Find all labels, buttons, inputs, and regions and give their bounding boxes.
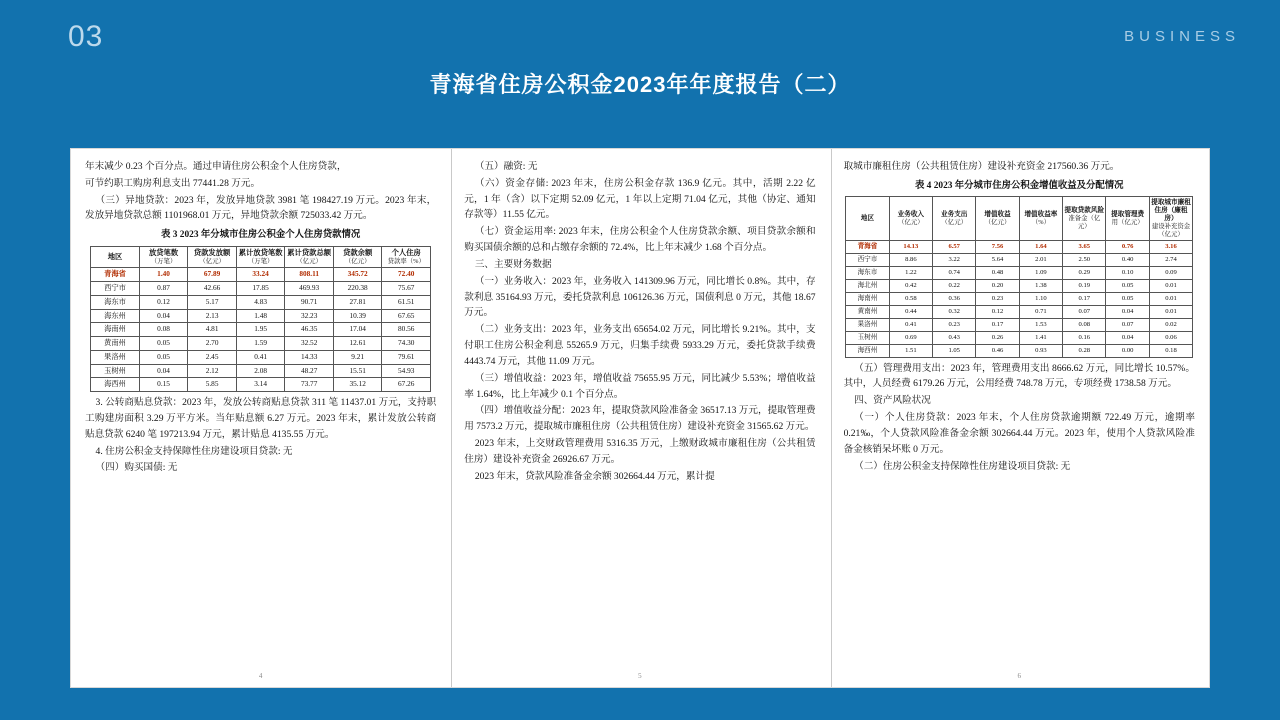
table-cell: 玉树州 xyxy=(91,364,140,378)
table-cell: 27.81 xyxy=(333,295,382,309)
paragraph: （四）增值收益分配：2023 年，提取贷款风险准备金 36517.13 万元，提取管理费用 7573.2 万元，提取城市廉租住房（公共租赁住房）建设补充资金 31565.62 万元。 xyxy=(464,405,816,433)
header-sub: （亿元） xyxy=(984,219,1011,226)
table-cell: 1.38 xyxy=(1019,280,1062,293)
table-cell: 9.21 xyxy=(333,350,382,364)
table-4-caption: 表 4 2023 年分城市住房公积金增值收益及分配情况 xyxy=(914,180,1124,191)
paragraph: （二）住房公积金支持保障性住房建设项目贷款: 无 xyxy=(854,460,1071,472)
paragraph: （二）业务支出：2023 年，业务支出 65654.02 万元，同比增长 9.21%。其中，支付职工住房公积金利息 55265.9 万元，归集手续费 5933.29 万元，委托贷款手续费 4443.74 万元，其他 11.09 万元。 xyxy=(464,324,816,367)
table-cell: 14.33 xyxy=(285,350,334,364)
table-row xyxy=(846,267,1193,280)
table-cell: 海南州 xyxy=(91,323,140,337)
table-cell: 17.85 xyxy=(236,282,285,296)
table-row xyxy=(91,309,431,323)
table-cell: 0.02 xyxy=(1149,318,1192,331)
paragraph: （六）资金存储: 2023 年末，住房公积金存款 136.9 亿元。其中，活期 2.22 亿元，1 年（含）以下定期 52.09 亿元，1 年以上定期 71.04 亿元，其他（协定、通知存款等）11.55 亿元。 xyxy=(464,177,816,221)
table-3-caption: 表 3 2023 年分城市住房公积金个人住房贷款情况 xyxy=(161,230,361,241)
table-cell: 54.93 xyxy=(382,364,431,378)
table-cell: 32.23 xyxy=(285,309,334,323)
table-cell: 0.12 xyxy=(976,305,1019,318)
table-row xyxy=(91,268,431,282)
table-cell: 0.08 xyxy=(1063,318,1106,331)
table-cell: 0.58 xyxy=(889,293,932,306)
table-cell: 0.05 xyxy=(1106,280,1149,293)
table-cell: 7.56 xyxy=(976,241,1019,254)
table-cell: 17.04 xyxy=(333,323,382,337)
table-header-cell xyxy=(188,246,237,267)
table-cell: 0.19 xyxy=(1063,280,1106,293)
header-main: 增值收益 xyxy=(984,211,1011,219)
document-page-label: 4 xyxy=(258,672,263,681)
table-cell: 0.04 xyxy=(139,309,188,323)
table-cell: 2.70 xyxy=(188,337,237,351)
table-cell: 5.64 xyxy=(976,254,1019,267)
header-sub: （亿元） xyxy=(199,257,225,265)
paragraph: （五）管理费用支出：2023 年，管理费用支出 8666.62 万元，同比增长 10.57%。其中，人员经费 6179.26 万元，公用经费 748.78 万元，专项经费 1738.58 万元。 xyxy=(843,362,1195,390)
table-row xyxy=(91,364,431,378)
table-cell: 0.06 xyxy=(1149,331,1192,344)
header-sub: 贷款率（%） xyxy=(387,257,425,265)
table-cell: 海南州 xyxy=(846,293,889,306)
slide-page-number: 03 xyxy=(68,20,104,53)
header-main: 地区 xyxy=(860,214,875,222)
table-row xyxy=(846,331,1193,344)
paragraph: 取城市廉租住房（公共租赁住房）建设补充资金 217560.36 万元。 xyxy=(843,161,1120,172)
table-cell: 90.71 xyxy=(285,295,334,309)
table-row xyxy=(91,378,431,392)
table-cell: 0.12 xyxy=(139,295,188,309)
table-cell: 0.46 xyxy=(976,344,1019,357)
header-main: 贷款余额 xyxy=(343,247,373,257)
table-cell: 0.08 xyxy=(139,323,188,337)
table-cell: 0.01 xyxy=(1149,280,1192,293)
table-header-cell xyxy=(382,246,431,267)
table-cell: 345.72 xyxy=(333,268,382,282)
table-row xyxy=(846,305,1193,318)
table-header-cell xyxy=(1149,197,1192,241)
table-header-cell xyxy=(285,246,334,267)
table-cell: 73.77 xyxy=(285,378,334,392)
table-cell: 1.10 xyxy=(1019,293,1062,306)
table-cell: 0.15 xyxy=(139,378,188,392)
table-row xyxy=(846,318,1193,331)
table-cell: 0.23 xyxy=(933,318,976,331)
table-cell: 0.87 xyxy=(139,282,188,296)
table-cell: 0.28 xyxy=(1063,344,1106,357)
header-main: 提取贷款风险 xyxy=(1064,207,1105,215)
document-column-2 xyxy=(450,149,829,687)
table-cell: 35.12 xyxy=(333,378,382,392)
table-cell: 0.69 xyxy=(889,331,932,344)
table-3 xyxy=(90,246,431,392)
table-header-cell xyxy=(1106,197,1149,241)
table-cell: 海东州 xyxy=(91,309,140,323)
table-cell: 1.59 xyxy=(236,337,285,351)
table-cell: 4.83 xyxy=(236,295,285,309)
header-main: 个人住房 xyxy=(391,247,421,257)
header-main: 放贷笔数 xyxy=(148,247,179,257)
table-cell: 5.85 xyxy=(188,378,237,392)
section-heading: 三、主要财务数据 xyxy=(474,258,552,270)
header-main: 提取城市廉租住房（廉租房） xyxy=(1151,199,1191,223)
table-cell: 0.18 xyxy=(1149,344,1192,357)
header-main: 贷款发放额 xyxy=(193,247,231,257)
table-cell: 2.74 xyxy=(1149,254,1192,267)
table-header-row xyxy=(846,197,1193,241)
table-row xyxy=(91,350,431,364)
paragraph: （四）购买国债: 无 xyxy=(95,462,178,474)
table-cell: 33.24 xyxy=(236,268,285,282)
table-cell: 0.44 xyxy=(889,305,932,318)
table-cell: 48.27 xyxy=(285,364,334,378)
table-header-cell xyxy=(846,197,889,241)
table-cell: 0.00 xyxy=(1106,344,1149,357)
table-cell: 0.04 xyxy=(1106,331,1149,344)
table-cell: 2.45 xyxy=(188,350,237,364)
table-cell: 1.22 xyxy=(889,267,932,280)
table-cell: 0.05 xyxy=(1106,293,1149,306)
header-sub: （亿元） xyxy=(296,257,322,265)
table-cell: 0.10 xyxy=(1106,267,1149,280)
table-cell: 0.01 xyxy=(1149,305,1192,318)
table-cell: 10.39 xyxy=(333,309,382,323)
table-cell: 79.61 xyxy=(382,350,431,364)
table-cell: 0.04 xyxy=(1106,305,1149,318)
table-cell: 0.74 xyxy=(933,267,976,280)
table-cell: 2.12 xyxy=(188,364,237,378)
table-cell: 3.65 xyxy=(1063,241,1106,254)
table-cell: 玉树州 xyxy=(846,331,889,344)
table-cell: 6.57 xyxy=(933,241,976,254)
table-cell: 果洛州 xyxy=(846,318,889,331)
header-main: 地区 xyxy=(107,251,123,261)
table-header-cell xyxy=(91,246,140,267)
table-cell: 1.05 xyxy=(933,344,976,357)
table-cell: 67.89 xyxy=(188,268,237,282)
table-cell: 1.95 xyxy=(236,323,285,337)
header-sub: （%） xyxy=(1031,219,1050,226)
table-row xyxy=(846,241,1193,254)
table-cell: 0.16 xyxy=(1063,331,1106,344)
table-cell: 0.40 xyxy=(1106,254,1149,267)
table-cell: 0.05 xyxy=(139,337,188,351)
table-header-row xyxy=(91,246,431,267)
table-header-cell xyxy=(139,246,188,267)
table-cell: 74.30 xyxy=(382,337,431,351)
table-cell: 海西州 xyxy=(846,344,889,357)
header-sub: 建设补充资金（亿元） xyxy=(1151,223,1191,238)
table-header-cell xyxy=(889,197,932,241)
header-main: 业务收入 xyxy=(897,211,925,219)
header-main: 业务支出 xyxy=(941,211,968,219)
table-cell: 0.22 xyxy=(933,280,976,293)
table-cell: 0.04 xyxy=(139,364,188,378)
table-cell: 0.23 xyxy=(976,293,1019,306)
table-cell: 0.42 xyxy=(889,280,932,293)
paragraph: （一）个人住房贷款：2023 年末，个人住房贷款逾期额 722.49 万元，逾期率 0.21‰，个人贷款风险准备金余额 302664.44 万元。2023 年，使用个人贷款风险准备金核销呆坏账 0 万元。 xyxy=(843,412,1195,455)
table-cell: 0.05 xyxy=(139,350,188,364)
table-cell: 3.16 xyxy=(1149,241,1192,254)
header-sub: （亿元） xyxy=(941,219,967,226)
table-cell: 0.17 xyxy=(1063,293,1106,306)
table-cell: 黄南州 xyxy=(846,305,889,318)
table-cell: 0.48 xyxy=(976,267,1019,280)
paragraph: （一）业务收入：2023 年，业务收入 141309.96 万元，同比增长 0.8%。其中，存款利息 35164.93 万元，委托贷款利息 106126.36 万元，国债利息 0 万元，其他 18.67 万元。 xyxy=(464,275,816,319)
paragraph: 4. 住房公积金支持保障性住房建设项目贷款: 无 xyxy=(95,445,293,457)
paragraph: （五）融资: 无 xyxy=(474,161,538,172)
table-cell: 72.40 xyxy=(382,268,431,282)
header-sub: （万笔） xyxy=(150,257,177,265)
table-cell: 青海省 xyxy=(846,241,889,254)
table-row xyxy=(846,254,1193,267)
table-header-cell xyxy=(933,197,976,241)
table-cell: 42.66 xyxy=(188,282,237,296)
document-sheet xyxy=(70,148,1210,688)
paragraph: 年末减少 0.23 个百分点。通过申请住房公积金个人住房贷款， xyxy=(85,161,347,172)
table-cell: 1.51 xyxy=(889,344,932,357)
paragraph: （三）异地贷款：2023 年，发放异地贷款 3981 笔 198427.19 万元。2023 年末，发放异地贷款总额 1101968.01 万元，异地贷款余额 725033.42 万元。 xyxy=(85,194,437,222)
header-main: 累计放贷笔数 xyxy=(238,247,283,257)
table-cell: 1.48 xyxy=(236,309,285,323)
table-header-cell xyxy=(236,246,285,267)
table-cell: 0.43 xyxy=(933,331,976,344)
table-row xyxy=(91,295,431,309)
table-cell: 海北州 xyxy=(846,280,889,293)
table-cell: 46.35 xyxy=(285,323,334,337)
table-cell: 12.61 xyxy=(333,337,382,351)
paragraph: （三）增值收益：2023 年，增值收益 75655.95 万元，同比减少 5.53%；增值收益率 1.64%，比上年减少 0.1 个百分点。 xyxy=(464,372,816,400)
table-header-cell xyxy=(1019,197,1062,241)
table-cell: 青海省 xyxy=(91,268,140,282)
header-sub: （亿元） xyxy=(898,219,924,226)
header-sub: 准备金（亿元） xyxy=(1068,215,1101,230)
paragraph: 2023 年末，贷款风险准备金余额 302664.44 万元，累计提 xyxy=(474,470,715,482)
table-header-cell xyxy=(1063,197,1106,241)
table-cell: 0.36 xyxy=(933,293,976,306)
table-cell: 果洛州 xyxy=(91,350,140,364)
table-cell: 469.93 xyxy=(285,282,334,296)
table-cell: 0.01 xyxy=(1149,293,1192,306)
table-cell: 西宁市 xyxy=(846,254,889,267)
table-cell: 67.65 xyxy=(382,309,431,323)
table-cell: 2.01 xyxy=(1019,254,1062,267)
table-cell: 1.09 xyxy=(1019,267,1062,280)
table-cell: 220.38 xyxy=(333,282,382,296)
header-sub: 用（亿元） xyxy=(1111,219,1144,226)
table-cell: 0.41 xyxy=(889,318,932,331)
document-column-3 xyxy=(830,149,1209,687)
table-cell: 0.76 xyxy=(1106,241,1149,254)
table-row xyxy=(91,282,431,296)
document-page-label: 5 xyxy=(638,672,642,681)
table-cell: 8.86 xyxy=(889,254,932,267)
table-cell: 32.52 xyxy=(285,337,334,351)
table-cell: 海东市 xyxy=(846,267,889,280)
table-row xyxy=(91,337,431,351)
table-cell: 808.11 xyxy=(285,268,334,282)
table-header-cell xyxy=(976,197,1019,241)
paragraph: 可节约职工购房利息支出 77441.28 万元。 xyxy=(85,177,261,189)
table-cell: 海西州 xyxy=(91,378,140,392)
table-cell: 61.51 xyxy=(382,295,431,309)
table-cell: 4.81 xyxy=(188,323,237,337)
table-cell: 0.26 xyxy=(976,331,1019,344)
table-cell: 2.13 xyxy=(188,309,237,323)
table-cell: 西宁市 xyxy=(91,282,140,296)
document-column-1 xyxy=(71,149,450,687)
table-cell: 0.32 xyxy=(933,305,976,318)
table-cell: 67.26 xyxy=(382,378,431,392)
table-cell: 2.50 xyxy=(1063,254,1106,267)
table-cell: 1.40 xyxy=(139,268,188,282)
table-cell: 0.41 xyxy=(236,350,285,364)
section-heading: 四、资产风险状况 xyxy=(854,395,931,407)
brand-label: BUSINESS xyxy=(1124,28,1240,45)
table-header-cell xyxy=(333,246,382,267)
table-cell: 3.22 xyxy=(933,254,976,267)
table-cell: 1.41 xyxy=(1019,331,1062,344)
table-cell: 0.07 xyxy=(1063,305,1106,318)
table-cell: 0.09 xyxy=(1149,267,1192,280)
header-sub: （万笔） xyxy=(247,257,274,265)
document-page-label: 6 xyxy=(1017,672,1022,681)
paragraph: 2023 年末，上交财政管理费用 5316.35 万元，上缴财政城市廉租住房（公共租赁住房）建设补充资金 26926.67 万元。 xyxy=(464,438,816,465)
table-cell: 3.14 xyxy=(236,378,285,392)
table-row xyxy=(846,280,1193,293)
table-cell: 15.51 xyxy=(333,364,382,378)
table-row xyxy=(91,323,431,337)
header-main: 累计贷款总额 xyxy=(287,247,332,257)
table-cell: 2.08 xyxy=(236,364,285,378)
table-row xyxy=(846,293,1193,306)
table-4 xyxy=(845,196,1193,357)
header-sub: （亿元） xyxy=(344,257,371,265)
table-cell: 0.93 xyxy=(1019,344,1062,357)
table-cell: 0.71 xyxy=(1019,305,1062,318)
table-cell: 海东市 xyxy=(91,295,140,309)
header-main: 提取管理费 xyxy=(1111,211,1145,219)
table-cell: 黄南州 xyxy=(91,337,140,351)
paragraph: （七）资金运用率: 2023 年末，住房公积金个人住房贷款余额、项目贷款余额和购买国债余额的总和占缴存余额的 72.4%，比上年末减少 1.68 个百分点。 xyxy=(464,226,816,254)
table-row xyxy=(846,344,1193,357)
table-cell: 80.56 xyxy=(382,323,431,337)
table-cell: 5.17 xyxy=(188,295,237,309)
table-cell: 0.20 xyxy=(976,280,1019,293)
table-cell: 0.29 xyxy=(1063,267,1106,280)
table-cell: 14.13 xyxy=(889,241,932,254)
table-cell: 1.64 xyxy=(1019,241,1062,254)
paragraph: 3. 公转商贴息贷款：2023 年，发放公转商贴息贷款 311 笔 11437.01 万元，支持职工购建房面积 3.29 万平方米。当年贴息额 6.27 万元。2023 年末，累计发放公转商贴息贷款 6240 笔 197213.94 万元，累计贴息 4135.55 万元。 xyxy=(85,397,437,440)
page-title: 青海省住房公积金2023年年度报告（二） xyxy=(429,72,851,97)
table-cell: 0.07 xyxy=(1106,318,1149,331)
table-cell: 75.67 xyxy=(382,282,431,296)
table-cell: 1.53 xyxy=(1019,318,1062,331)
table-cell: 0.17 xyxy=(976,318,1019,331)
header-main: 增值收益率 xyxy=(1024,211,1058,219)
